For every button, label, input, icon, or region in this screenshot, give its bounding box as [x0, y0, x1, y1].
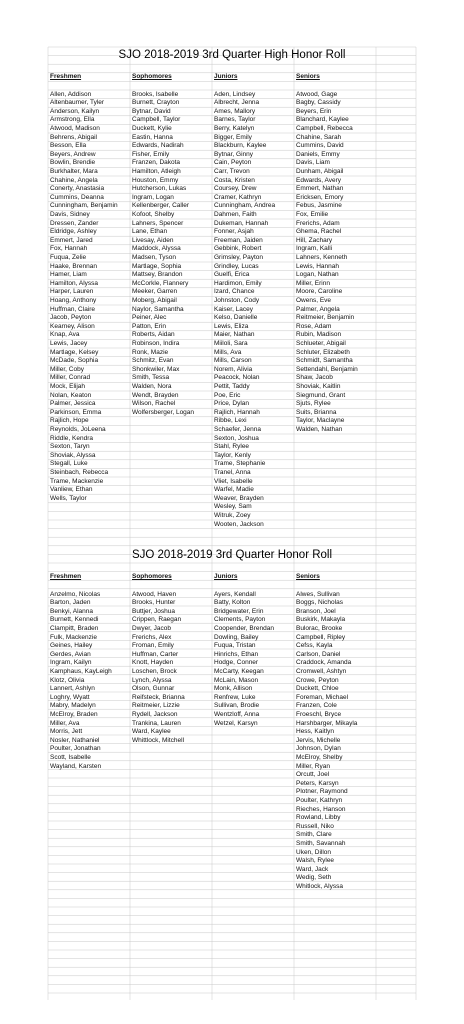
honor-name-cell: Cefss, Kayla [296, 642, 333, 650]
honor-name-cell: Johnson, Dylan [296, 745, 341, 753]
high-honor-name-cell: Mock, Elijah [50, 382, 86, 390]
high-honor-name-cell: Conerty, Anastasia [50, 185, 105, 193]
high-honor-name-cell: Cummins, Deanna [50, 193, 104, 201]
high-honor-name-cell: Kellenberger, Caller [132, 202, 190, 210]
honor-name-cell: Bulorac, Brooke [296, 624, 343, 632]
honor-name-cell: Trankina, Lauren [132, 719, 181, 727]
honor-name-cell: McElroy, Braden [50, 710, 98, 718]
high-honor-name-cell: Hamilton, Atleigh [132, 167, 181, 175]
honor-name-cell: Burnett, Kennedi [50, 616, 99, 624]
high-honor-name-cell: Berry, Katelyn [214, 124, 255, 132]
high-honor-name-cell: Pettit, Taddy [214, 382, 250, 390]
high-honor-name-cell: Franzen, Dakota [132, 159, 181, 167]
high-honor-name-cell: Peiner, Alec [132, 314, 167, 322]
honor-name-cell: Loghry, Wyatt [50, 693, 90, 701]
high-honor-name-cell: Ribbe, Lexi [214, 417, 247, 425]
honor-name-cell: Duckett, Chloe [296, 685, 339, 693]
high-honor-name-cell: Rubin, Madison [296, 331, 342, 339]
honor-name-cell: Monk, Allison [214, 685, 253, 693]
high-honor-name-cell: Grindley, Lucas [214, 262, 259, 270]
honor-name-cell: Morris, Jett [50, 728, 83, 736]
high-honor-name-cell: Riddle, Kendra [50, 434, 93, 442]
high-honor-name-cell: Livesay, Aiden [132, 236, 174, 244]
honor-name-cell: Sullivan, Brodie [214, 702, 260, 710]
high-honor-name-cell: Nolan, Keaton [50, 391, 92, 399]
honor-name-cell: Ayers, Kendall [214, 590, 256, 598]
high-honor-name-cell: Maddock, Alyssa [132, 245, 181, 253]
honor-name-cell: Carlson, Daniel [296, 650, 341, 658]
high-honor-name-cell: Costa, Kristen [214, 176, 255, 184]
high-honor-name-cell: Dressen, Zander [50, 219, 99, 227]
honor-name-cell: Dwyer, Jacob [132, 624, 172, 632]
high-honor-name-cell: Siegmund, Grant [296, 391, 346, 399]
high-honor-name-cell: Barnes, Taylor [214, 116, 256, 124]
high-honor-name-cell: McCorkle, Flannery [132, 279, 189, 287]
honor-name-cell: Clampitt, Braden [50, 624, 99, 632]
high-honor-name-cell: Knap, Ava [50, 331, 80, 339]
high-honor-name-cell: Wooten, Jackson [214, 520, 264, 528]
high-honor-name-cell: Burkhalter, Mara [50, 167, 98, 175]
high-honor-name-cell: Shoviak, Kaitlin [296, 382, 341, 390]
honor-name-cell: Buskirk, Makayla [296, 616, 346, 624]
high-honor-name-cell: Frerichs, Adam [296, 219, 340, 227]
high-honor-name-cell: Blanchard, Kaylee [296, 116, 349, 124]
high-honor-name-cell: Burnett, Crayton [132, 99, 180, 107]
high-honor-name-cell: Logan, Nathan [296, 271, 339, 279]
high-honor-name-cell: Lewis, Hannah [296, 262, 339, 270]
high-honor-name-cell: Shonkwiler, Max [132, 365, 180, 373]
honor-name-cell: Renfrew, Luke [214, 693, 256, 701]
high-honor-name-cell: Walden, Nora [132, 382, 172, 390]
honor-name-cell: Atwood, Haven [132, 590, 177, 598]
high-honor-name-cell: Mills, Carson [214, 357, 252, 365]
honor-name-cell: Klotz, Olivia [50, 676, 85, 684]
high-honor-name-cell: Huffman, Claire [50, 305, 96, 313]
high-honor-name-cell: Wells, Taylor [50, 494, 87, 502]
high-honor-name-cell: Schmidt, Samantha [296, 357, 353, 365]
honor-name-cell: Lannert, Ashlyn [50, 685, 95, 693]
high-honor-name-cell: Lane, Ethan [132, 228, 168, 236]
honor-name-cell: Boggs, Nicholas [296, 599, 343, 607]
honor-name-cell: Whitlock, Alyssa [296, 882, 343, 890]
high-honor-name-cell: Miller, Coby [50, 365, 84, 373]
high-honor-name-cell: Fisher, Emily [132, 150, 170, 158]
honor-name-cell: Rowland, Libby [296, 814, 341, 822]
honor-name-cell: Craddock, Amanda [296, 659, 352, 667]
honor-name-cell: Fulk, Mackenzie [50, 633, 97, 641]
high-honor-name-cell: Bagby, Cassidy [296, 99, 341, 107]
high-honor-name-cell: Hamer, Liam [50, 271, 87, 279]
honor-roll-title: SJO 2018-2019 3rd Quarter Honor Roll [131, 549, 333, 561]
high-honor-name-cell: Taylor, Maclayne [296, 417, 345, 425]
honor-name-cell: Mabry, Madelyn [50, 702, 96, 710]
high-honor-name-cell: Davis, Sidney [50, 210, 90, 218]
high-honor-name-cell: Guelfi, Erica [214, 271, 250, 279]
honor-name-cell: Froman, Emily [132, 642, 174, 650]
high-honor-name-cell: Grimsley, Payton [214, 253, 264, 261]
high-honor-name-cell: Stahl, Rylee [214, 443, 250, 451]
high-honor-name-cell: Mills, Ava [214, 348, 242, 356]
high-honor-name-cell: Eastin, Hanna [132, 133, 173, 141]
high-honor-name-cell: Schmitz, Evan [132, 357, 174, 365]
high-honor-name-cell: Wesley, Sam [214, 503, 252, 511]
high-honor-name-cell: Chahine, Sarah [296, 133, 342, 141]
honor-name-cell: Bridgewater, Erin [214, 607, 264, 615]
honor-name-cell: Coopender, Brendan [214, 624, 274, 632]
high-honor-name-cell: Steinbach, Rebecca [50, 468, 109, 476]
high-honor-name-cell: Miller, Erinn [296, 279, 330, 287]
honor-name-cell: Hinrichs, Ethan [214, 650, 259, 658]
honor-name-cell: Wedig, Seth [296, 874, 332, 882]
high-honor-name-cell: Hutcherson, Lukas [132, 185, 187, 193]
high-honor-name-cell: Warfel, Madie [214, 486, 254, 494]
honor-name-cell: Lynch, Alyssa [132, 676, 172, 684]
high-honor-name-cell: Chahine, Angela [50, 176, 98, 184]
high-honor-name-cell: Albrecht, Jenna [214, 99, 260, 107]
honor-header-juniors: Juniors [214, 573, 238, 580]
high-honor-name-cell: Vliet, Isabelle [214, 477, 253, 485]
high-honor-name-cell: Taylor, Kenly [214, 451, 251, 459]
high-honor-header-seniors: Seniors [296, 73, 320, 80]
high-honor-name-cell: Ingram, Logan [132, 193, 174, 201]
high-honor-name-cell: Altenbaumer, Tyler [50, 99, 105, 107]
honor-name-cell: Smith, Savannah [296, 839, 346, 847]
high-honor-name-cell: Lewis, Eliza [214, 322, 249, 330]
honor-name-cell: Franzen, Cole [296, 702, 337, 710]
high-honor-name-cell: Sexton, Taryn [50, 443, 90, 451]
high-honor-name-cell: Wolfersberger, Logan [132, 408, 195, 416]
honor-name-cell: Loschen, Brock [132, 667, 177, 675]
high-honor-name-cell: Campbell, Taylor [132, 116, 181, 124]
high-honor-name-cell: Rose, Adam [296, 322, 332, 330]
high-honor-name-cell: McDade, Sophia [50, 357, 99, 365]
honor-name-cell: Whittlock, Mitchell [132, 736, 185, 744]
honor-name-cell: Buttjer, Joshua [132, 607, 175, 615]
high-honor-name-cell: Rajlich, Hope [50, 417, 89, 425]
high-honor-name-cell: Gebbink, Robert [214, 245, 262, 253]
high-honor-name-cell: Haake, Brennan [50, 262, 97, 270]
high-honor-name-cell: Walden, Nathan [296, 425, 343, 433]
high-honor-name-cell: Suits, Brianna [296, 408, 337, 416]
high-honor-name-cell: Armstrong, Ella [50, 116, 95, 124]
honor-name-cell: McElroy, Shelby [296, 753, 343, 761]
high-honor-name-cell: Lahners, Spencer [132, 219, 184, 227]
high-honor-name-cell: Davis, Liam [296, 159, 330, 167]
high-honor-name-cell: Settendahl, Benjamin [296, 365, 358, 373]
high-honor-name-cell: Ericksen, Emory [296, 193, 344, 201]
high-honor-name-cell: Dahmen, Faith [214, 210, 257, 218]
honor-header-sophomores: Sophomores [132, 573, 172, 580]
high-honor-name-cell: Coursey, Drew [214, 185, 257, 193]
high-honor-name-cell: Emmert, Jared [50, 236, 93, 244]
high-honor-name-cell: Parkinson, Emma [50, 408, 102, 416]
high-honor-header-freshmen: Freshmen [50, 73, 82, 80]
high-honor-name-cell: Reitmeier, Benjamin [296, 314, 355, 322]
high-honor-name-cell: Ingram, Kalli [296, 245, 333, 253]
high-honor-name-cell: Brooks, Isabelle [132, 90, 179, 98]
high-honor-name-cell: Dukeman, Hannah [214, 219, 269, 227]
honor-name-cell: Branson, Joel [296, 607, 336, 615]
high-honor-name-cell: Anderson, Kailyn [50, 107, 100, 115]
honor-name-cell: Ward, Kaylee [132, 728, 171, 736]
high-honor-name-cell: Sjuts, Rylee [296, 400, 331, 408]
high-honor-name-cell: Schluter, Elizabeth [296, 348, 350, 356]
high-honor-name-cell: Lahners, Kenneth [296, 253, 348, 261]
high-honor-name-cell: Eldridge, Ashley [50, 228, 97, 236]
high-honor-name-cell: Lewis, Jacey [50, 339, 88, 347]
high-honor-name-cell: Aden, Lindsey [214, 90, 256, 98]
high-honor-name-cell: Beyers, Andrew [50, 150, 96, 158]
high-honor-name-cell: Peacock, Nolan [214, 374, 260, 382]
high-honor-name-cell: Weaver, Brayden [214, 494, 264, 502]
honor-name-cell: McLain, Mason [214, 676, 259, 684]
honor-name-cell: Rieches, Hanson [296, 805, 346, 813]
high-honor-name-cell: Patton, Erin [132, 322, 166, 330]
high-honor-name-cell: Poe, Eric [214, 391, 241, 399]
high-honor-name-cell: Price, Dylan [214, 400, 250, 408]
honor-name-cell: Foreman, Michael [296, 693, 349, 701]
high-honor-name-cell: Johnston, Cody [214, 296, 260, 304]
honor-name-cell: Wentzloff, Anna [214, 710, 260, 718]
high-honor-roll-title: SJO 2018-2019 3rd Quarter High Honor Roll [118, 49, 346, 61]
high-honor-name-cell: Besson, Ella [50, 142, 87, 150]
honor-name-cell: Hess, Kaitlyn [296, 728, 334, 736]
honor-name-cell: McCarty, Keegan [214, 667, 264, 675]
high-honor-name-cell: Trame, Mackenzie [50, 477, 104, 485]
high-honor-name-cell: Roberts, Aidan [132, 331, 175, 339]
high-honor-name-cell: Kelso, Danielle [214, 314, 258, 322]
honor-name-cell: Clements, Payton [214, 616, 266, 624]
high-honor-name-cell: Allen, Addison [50, 90, 92, 98]
honor-name-cell: Russell, Niko [296, 822, 334, 830]
high-honor-name-cell: Robinson, Indira [132, 339, 180, 347]
high-honor-name-cell: Izard, Chance [214, 288, 255, 296]
honor-name-cell: Barton, Jaden [50, 599, 91, 607]
high-honor-name-cell: Cummins, David [296, 142, 344, 150]
high-honor-name-cell: Kaiser, Lacey [214, 305, 254, 313]
high-honor-name-cell: Wilson, Rachel [132, 400, 176, 408]
high-honor-name-cell: Schlueter, Abigail [296, 339, 346, 347]
high-honor-name-cell: Rajlich, Hannah [214, 408, 260, 416]
honor-name-cell: Dowling, Bailey [214, 633, 259, 641]
high-honor-name-cell: Palmer, Jessica [50, 400, 96, 408]
high-honor-name-cell: Moore, Caroline [296, 288, 343, 296]
honor-name-cell: Uken, Dillon [296, 848, 332, 856]
honor-name-cell: Harshbarger, Mikayla [296, 719, 358, 727]
honor-name-cell: Poulter, Kathryn [296, 796, 343, 804]
high-honor-name-cell: Naylor, Samantha [132, 305, 184, 313]
honor-name-cell: Kamphaus, KayLeigh [50, 667, 112, 675]
high-honor-name-cell: Daniels, Emmy [296, 150, 340, 158]
high-honor-name-cell: Wendt, Brayden [132, 391, 179, 399]
honor-name-cell: Wayland, Karsten [50, 762, 102, 770]
honor-name-cell: Miller, Ryan [296, 762, 330, 770]
high-honor-name-cell: Miiloli, Sara [214, 339, 248, 347]
high-honor-name-cell: Fonner, Asjah [214, 228, 254, 236]
high-honor-name-cell: Stegall, Luke [50, 460, 88, 468]
honor-name-cell: Rydell, Jackson [132, 710, 178, 718]
high-honor-name-cell: Miller, Conrad [50, 374, 91, 382]
honor-name-cell: Benkyi, Alanna [50, 607, 94, 615]
honor-name-cell: Fuqua, Tristan [214, 642, 256, 650]
high-honor-name-cell: Ronk, Mazie [132, 348, 169, 356]
high-honor-name-cell: Behrens, Abigail [50, 133, 97, 141]
honor-name-cell: Nosler, Nathaniel [50, 736, 100, 744]
honor-name-cell: Walsh, Rylee [296, 857, 335, 865]
high-honor-name-cell: Meeker, Garren [132, 288, 178, 296]
high-honor-name-cell: Ghema, Rachel [296, 228, 342, 236]
high-honor-name-cell: Houston, Emmy [132, 176, 179, 184]
honor-name-cell: Geines, Hailey [50, 642, 93, 650]
honor-name-cell: Cromwell, Ashtyn [296, 667, 347, 675]
honor-name-cell: Brooks, Hunter [132, 599, 176, 607]
high-honor-name-cell: Cramer, Kathryn [214, 193, 262, 201]
high-honor-name-cell: Cunningham, Andrea [214, 202, 276, 210]
honor-name-cell: Poulter, Jonathan [50, 745, 101, 753]
high-honor-name-cell: Fuqua, Zelie [50, 253, 87, 261]
high-honor-name-cell: Edwards, Avery [296, 176, 342, 184]
high-honor-name-cell: Shoviak, Alyssa [50, 451, 96, 459]
honor-name-cell: Frerichs, Alex [132, 633, 172, 641]
honor-name-cell: Crippen, Raegan [132, 616, 182, 624]
high-honor-name-cell: Harper, Lauren [50, 288, 94, 296]
honor-header-seniors: Seniors [296, 573, 320, 580]
honor-name-cell: Miller, Ava [50, 719, 80, 727]
honor-name-cell: Orcutt, Joel [296, 771, 330, 779]
high-honor-name-cell: Norem, Alivia [214, 365, 253, 373]
high-honor-name-cell: Blackburn, Kaylee [214, 142, 267, 150]
high-honor-name-cell: Madsen, Tyson [132, 253, 176, 261]
high-honor-name-cell: Bytnar, David [132, 107, 171, 115]
high-honor-name-cell: Martlage, Kelsey [50, 348, 99, 356]
high-honor-name-cell: Beyers, Erin [296, 107, 332, 115]
honor-name-cell: Reifsteck, Brianna [132, 693, 185, 701]
honor-header-freshmen: Freshmen [50, 573, 82, 580]
high-honor-name-cell: Cunningham, Benjamin [50, 202, 118, 210]
high-honor-name-cell: Tranel, Anna [214, 468, 251, 476]
honor-name-cell: Wetzel, Karsyn [214, 719, 258, 727]
honor-name-cell: Crowe, Peyton [296, 676, 339, 684]
high-honor-name-cell: Hamilton, Alyssa [50, 279, 99, 287]
honor-name-cell: Olson, Gunnar [132, 685, 175, 693]
high-honor-header-juniors: Juniors [214, 73, 238, 80]
honor-name-cell: Gerdes, Avian [50, 650, 91, 658]
honor-name-cell: Peters, Karsyn [296, 779, 339, 787]
honor-name-cell: Campbell, Ripley [296, 633, 346, 641]
high-honor-name-cell: Bigger, Emily [214, 133, 252, 141]
high-honor-name-cell: Hill, Zachary [296, 236, 333, 244]
honor-name-cell: Smith, Clare [296, 831, 332, 839]
honor-name-cell: Froeschl, Bryce [296, 710, 342, 718]
high-honor-name-cell: Hoang, Anthony [50, 296, 97, 304]
high-honor-name-cell: Trame, Stephanie [214, 460, 266, 468]
high-honor-name-cell: Atwood, Gage [296, 90, 338, 98]
high-honor-name-cell: Schaefer, Jenna [214, 425, 261, 433]
high-honor-name-cell: Cain, Peyton [214, 159, 252, 167]
honor-name-cell: Anzelmo, Nicolas [50, 590, 101, 598]
honor-name-cell: Huffman, Carter [132, 650, 179, 658]
high-honor-name-cell: Fox, Hannah [50, 245, 88, 253]
high-honor-name-cell: Mattsey, Brandon [132, 271, 183, 279]
high-honor-name-cell: Duckett, Kylie [132, 124, 172, 132]
high-honor-name-cell: Ames, Mallory [214, 107, 256, 115]
high-honor-name-cell: Fox, Emilie [296, 210, 329, 218]
honor-name-cell: Batty, Kolton [214, 599, 251, 607]
high-honor-name-cell: Kearney, Alison [50, 322, 95, 330]
honor-name-cell: Hodge, Conner [214, 659, 259, 667]
honor-name-cell: Ingram, Kailyn [50, 659, 92, 667]
honor-name-cell: Alwes, Sullivan [296, 590, 340, 598]
high-honor-name-cell: Carr, Trevon [214, 167, 250, 175]
high-honor-name-cell: Campbell, Rebecca [296, 124, 353, 132]
honor-name-cell: Knott, Hayden [132, 659, 174, 667]
honor-name-cell: Plotner, Raymond [296, 788, 348, 796]
high-honor-name-cell: Moberg, Abigail [132, 296, 177, 304]
high-honor-name-cell: Edwards, Nadirah [132, 142, 184, 150]
honor-name-cell: Reitmeier, Lizzie [132, 702, 180, 710]
high-honor-name-cell: Owens, Eve [296, 296, 332, 304]
high-honor-name-cell: Maier, Nathan [214, 331, 255, 339]
honor-name-cell: Scott, Isabelle [50, 753, 91, 761]
high-honor-name-cell: Febus, Jasmine [296, 202, 342, 210]
high-honor-name-cell: Shaw, Jacob [296, 374, 333, 382]
high-honor-name-cell: Hardimon, Emily [214, 279, 262, 287]
high-honor-name-cell: Vanliew, Ethan [50, 486, 93, 494]
high-honor-name-cell: Bowlin, Brendie [50, 159, 96, 167]
high-honor-name-cell: Jacob, Peyton [50, 314, 92, 322]
high-honor-name-cell: Kofoot, Shelby [132, 210, 175, 218]
high-honor-name-cell: Witruk, Zoey [214, 511, 251, 519]
high-honor-name-cell: Freeman, Jaiden [214, 236, 263, 244]
high-honor-header-sophomores: Sophomores [132, 73, 172, 80]
high-honor-name-cell: Emmert, Nathan [296, 185, 344, 193]
high-honor-name-cell: Reynolds, JoLeena [50, 425, 106, 433]
high-honor-name-cell: Palmer, Angela [296, 305, 340, 313]
high-honor-name-cell: Smith, Tessa [132, 374, 170, 382]
high-honor-name-cell: Atwood, Madison [50, 124, 100, 132]
high-honor-name-cell: Martlage, Sophia [132, 262, 182, 270]
high-honor-name-cell: Dunham, Abigail [296, 167, 344, 175]
high-honor-name-cell: Sexton, Joshua [214, 434, 259, 442]
honor-name-cell: Ward, Jack [296, 865, 329, 873]
honor-name-cell: Jervis, Michelle [296, 736, 341, 744]
high-honor-name-cell: Bytnar, Ginny [214, 150, 254, 158]
